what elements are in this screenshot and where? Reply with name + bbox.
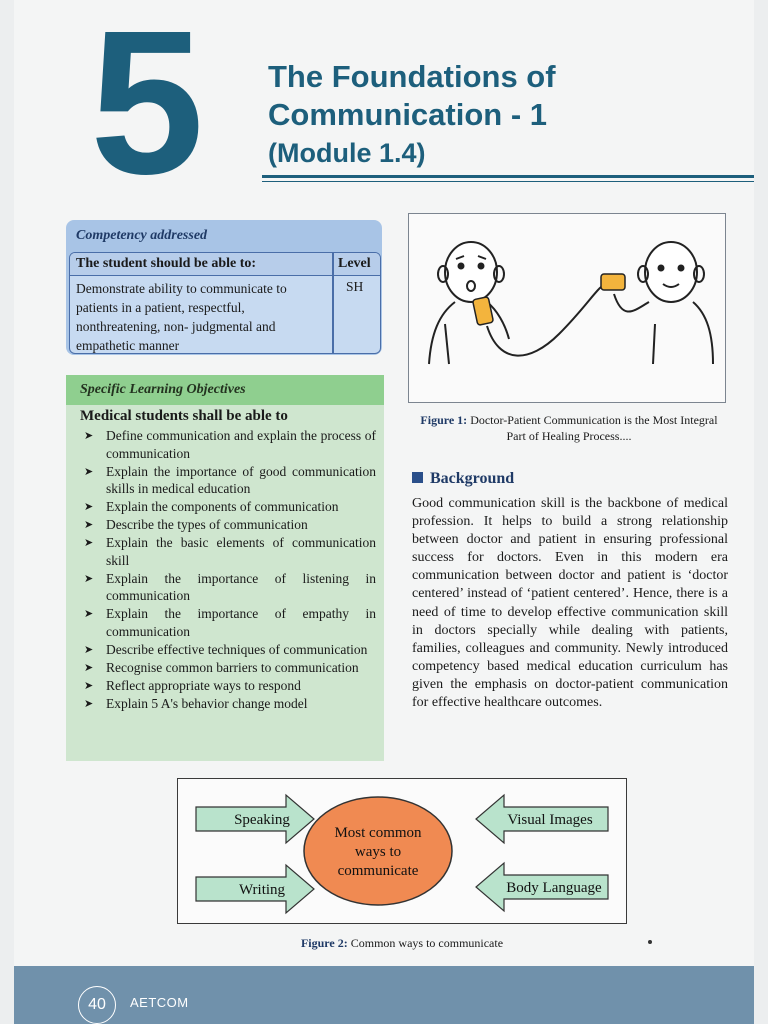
objectives-box <box>66 375 384 761</box>
list-item: ➤ Explain the importance of good communication skills in medical education <box>80 463 376 498</box>
figure1-caption <box>414 412 724 444</box>
page-mark <box>648 940 652 944</box>
center-text-line1: Most common <box>334 825 422 841</box>
objectives-subheading: Medical students shall be able to <box>80 408 288 424</box>
list-item: ➤ Explain the components of communication <box>80 498 376 516</box>
figure1-illustration <box>408 213 726 403</box>
competency-level: SH <box>346 279 364 294</box>
label-speaking: Speaking <box>234 812 290 828</box>
figure1-caption-text: Doctor-Patient Communication is the Most Integral Part of Healing Process.... <box>470 413 718 443</box>
list-item: ➤ Define communication and explain the process of communication <box>80 427 376 462</box>
center-text-line3: communicate <box>337 863 419 879</box>
footer-brand: AETCOM <box>130 995 189 1010</box>
list-item: ➤ Explain the importance of empathy in communication <box>80 605 376 640</box>
tin-can-phone-illustration <box>409 214 725 402</box>
competency-col-student: The student should be able to: <box>76 256 257 271</box>
competency-col-level: Level <box>338 256 371 271</box>
label-writing: Writing <box>238 882 286 898</box>
list-item: ➤ Describe the types of communication <box>80 516 376 534</box>
figure2-diagram <box>177 778 627 924</box>
square-bullet-icon <box>412 472 423 483</box>
competency-table <box>69 252 381 354</box>
list-item: ➤ Describe effective techniques of communication <box>80 641 376 659</box>
competency-heading: Competency addressed <box>76 228 208 243</box>
figure2-label: Figure 2: <box>300 936 348 950</box>
list-item: ➤ Explain the basic elements of communication skill <box>80 534 376 569</box>
list-item: ➤ Reflect appropriate ways to respond <box>80 677 376 695</box>
background-heading-text: Background <box>430 470 515 487</box>
figure2-caption-text: Common ways to communicate <box>350 936 504 950</box>
label-visual-images: Visual Images <box>507 812 593 828</box>
objectives-list <box>80 427 376 713</box>
objectives-heading: Specific Learning Objectives <box>80 382 246 397</box>
chapter-title <box>268 58 556 172</box>
patient-figure <box>614 242 713 364</box>
list-item: ➤ Explain the importance of listening in communication <box>80 570 376 605</box>
list-item: ➤ Explain 5 A's behavior change model <box>80 695 376 713</box>
background-paragraph: Good communication skill is the backbone of medical profession. It helps to build a strong relationship between doctor and patient in ensuring professional success for doctors. Even in this modern era communication between doctor and patient is ‘doctor centered’ instead of ‘patient centered’. Hence, there is a need of time to develop effective communication skill in doctors specially while dealing with patients, families, colleagues and community. Newly introduced competency based medical education curriculum has given the emphasis on doctor-patient communication for effective healthcare outcomes. <box>412 496 728 711</box>
figure1-label: Figure 1: <box>420 413 468 427</box>
chapter-title-module: (Module 1.4) <box>268 138 426 168</box>
competency-text: Demonstrate ability to communicate to patients in a patient, respectful, nonthreatening, non- judgmental and empathetic manner <box>76 281 287 353</box>
list-item: ➤ Recognise common barriers to communication <box>80 659 376 677</box>
chapter-title-line1: The Foundations of <box>268 59 556 94</box>
center-text-line2: ways to <box>354 844 402 860</box>
page-footer <box>14 966 754 1024</box>
competency-divider <box>332 253 334 353</box>
objectives-header <box>66 375 384 405</box>
competency-box <box>66 220 382 355</box>
page-number: 40 <box>78 986 116 1024</box>
chapter-title-line2: Communication - 1 <box>268 97 548 132</box>
communication-ways-diagram <box>178 779 626 923</box>
title-rule-thin <box>262 181 754 182</box>
title-rule <box>262 175 754 178</box>
chapter-number: 5 <box>90 0 199 217</box>
background-heading <box>412 470 514 488</box>
label-body-language: Body Language <box>506 880 602 896</box>
figure2-caption <box>178 936 626 951</box>
